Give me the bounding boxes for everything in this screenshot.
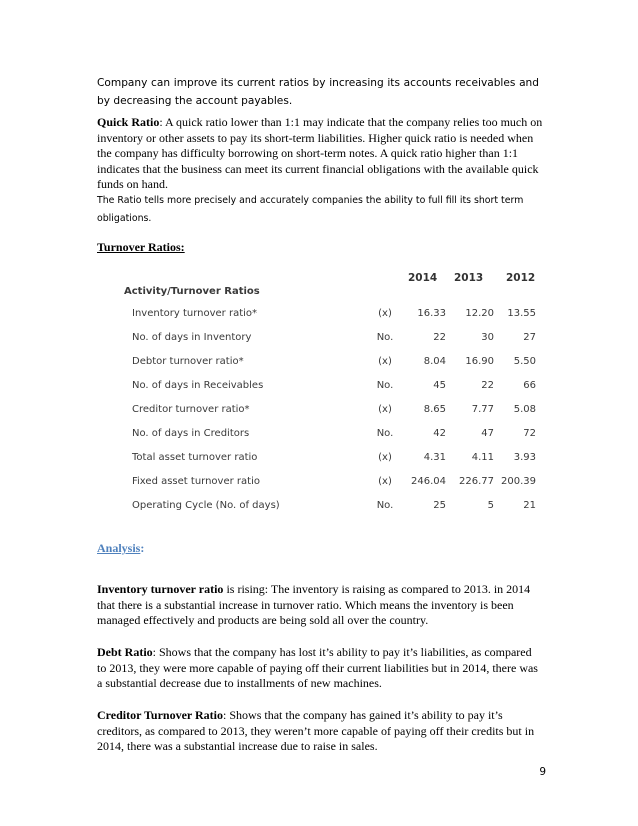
row-label: Debtor turnover ratio* xyxy=(132,356,244,367)
row-unit: No. xyxy=(376,428,394,439)
row-unit: (x) xyxy=(378,452,392,463)
table-row xyxy=(118,380,548,402)
value-2012: 5.08 xyxy=(513,404,536,415)
row-label: Operating Cycle (No. of days) xyxy=(132,500,280,511)
analysis-body: is rising: The inventory is raising as compared to 2013. in 2014 that there is a substantial increase in turnover ratio. Which means the inventory is been managed effectively and products are being sold all over the country. xyxy=(97,582,531,628)
table-row xyxy=(118,332,548,354)
row-label: No. of days in Receivables xyxy=(132,380,264,391)
analysis-heading-colon: : xyxy=(140,541,145,555)
value-2013: 12.20 xyxy=(465,308,494,319)
quick-ratio-paragraph xyxy=(97,115,547,228)
year-header-2012: 2012 xyxy=(506,272,536,284)
value-2013: 22 xyxy=(481,380,494,391)
value-2013: 47 xyxy=(481,428,494,439)
row-unit: (x) xyxy=(378,308,392,319)
row-unit: (x) xyxy=(378,476,392,487)
value-2014: 42 xyxy=(433,428,446,439)
table-row xyxy=(118,452,548,474)
row-unit: (x) xyxy=(378,356,392,367)
value-2014: 4.31 xyxy=(423,452,446,463)
page-number: 9 xyxy=(539,766,546,778)
value-2014: 246.04 xyxy=(411,476,446,487)
quick-ratio-term: Quick Ratio xyxy=(97,115,160,129)
row-unit: (x) xyxy=(378,404,392,415)
analysis-body: : Shows that the company has gained it’s ability to pay it’s creditors, as compared to 2013, they weren’t more capable of paying off their credits but in 2014, there was a substantial increase due to raise in sales. xyxy=(97,708,535,754)
value-2013: 30 xyxy=(481,332,494,343)
value-2013: 16.90 xyxy=(465,356,494,367)
analysis-body: : Shows that the company has lost it’s ability to pay it’s liabilities, as compared to 2013, they were more capable of paying off their current liabilities but in 2014, there was a substantial decrease due to installments of new machines. xyxy=(97,645,538,691)
table-title: Activity/Turnover Ratios xyxy=(124,286,260,297)
table-row xyxy=(118,476,548,498)
table-row xyxy=(118,404,548,426)
row-label: Total asset turnover ratio xyxy=(132,452,258,463)
value-2012: 5.50 xyxy=(513,356,536,367)
value-2014: 8.04 xyxy=(423,356,446,367)
value-2014: 25 xyxy=(433,500,446,511)
quick-ratio-body: : A quick ratio lower than 1:1 may indicate that the company relies too much on inventory or other assets to pay its short-term liabilities. Higher quick ratio is needed when the company has difficulty borrowing on short-term notes. A quick ratio higher than 1:1 indicates that the business can meet its current financial obligations with the available quick funds on hand. xyxy=(97,115,543,192)
year-header-2013: 2013 xyxy=(454,272,484,284)
table-row xyxy=(118,356,548,378)
turnover-ratios-heading: Turnover Ratios: xyxy=(97,240,185,254)
value-2014: 45 xyxy=(433,380,446,391)
analysis-paragraph-creditor xyxy=(97,708,542,755)
value-2014: 16.33 xyxy=(417,308,446,319)
row-label: No. of days in Inventory xyxy=(132,332,252,343)
turnover-ratio-table xyxy=(118,266,548,526)
analysis-paragraph-inventory xyxy=(97,582,542,629)
row-label: No. of days in Creditors xyxy=(132,428,250,439)
row-unit: No. xyxy=(376,500,394,511)
value-2012: 13.55 xyxy=(507,308,536,319)
value-2012: 66 xyxy=(523,380,536,391)
value-2012: 3.93 xyxy=(513,452,536,463)
value-2013: 7.77 xyxy=(471,404,494,415)
analysis-heading-text: Analysis xyxy=(97,541,141,555)
intro-paragraph: Company can improve its current ratios by increasing its accounts receivables and by decreasing the account payables. xyxy=(97,77,539,107)
quick-ratio-tail: The Ratio tells more precisely and accurately companies the ability to full fill its short term obligations. xyxy=(97,194,524,224)
table-row xyxy=(118,500,548,522)
analysis-term: Debt Ratio xyxy=(97,645,153,659)
year-header-2014: 2014 xyxy=(408,272,438,284)
value-2012: 200.39 xyxy=(501,476,536,487)
analysis-term: Inventory turnover ratio xyxy=(97,582,224,596)
value-2012: 21 xyxy=(523,500,536,511)
row-unit: No. xyxy=(376,332,394,343)
analysis-paragraph-debt xyxy=(97,645,542,692)
row-label: Creditor turnover ratio* xyxy=(132,404,250,415)
value-2013: 4.11 xyxy=(471,452,494,463)
value-2012: 72 xyxy=(523,428,536,439)
value-2014: 22 xyxy=(433,332,446,343)
row-label: Fixed asset turnover ratio xyxy=(132,476,260,487)
row-label: Inventory turnover ratio* xyxy=(132,308,258,319)
value-2012: 27 xyxy=(523,332,536,343)
row-unit: No. xyxy=(376,380,394,391)
analysis-heading xyxy=(97,541,144,556)
analysis-term: Creditor Turnover Ratio xyxy=(97,708,224,722)
table-row xyxy=(118,428,548,450)
value-2014: 8.65 xyxy=(423,404,446,415)
value-2013: 226.77 xyxy=(459,476,494,487)
value-2013: 5 xyxy=(487,500,494,511)
table-row xyxy=(118,308,548,330)
